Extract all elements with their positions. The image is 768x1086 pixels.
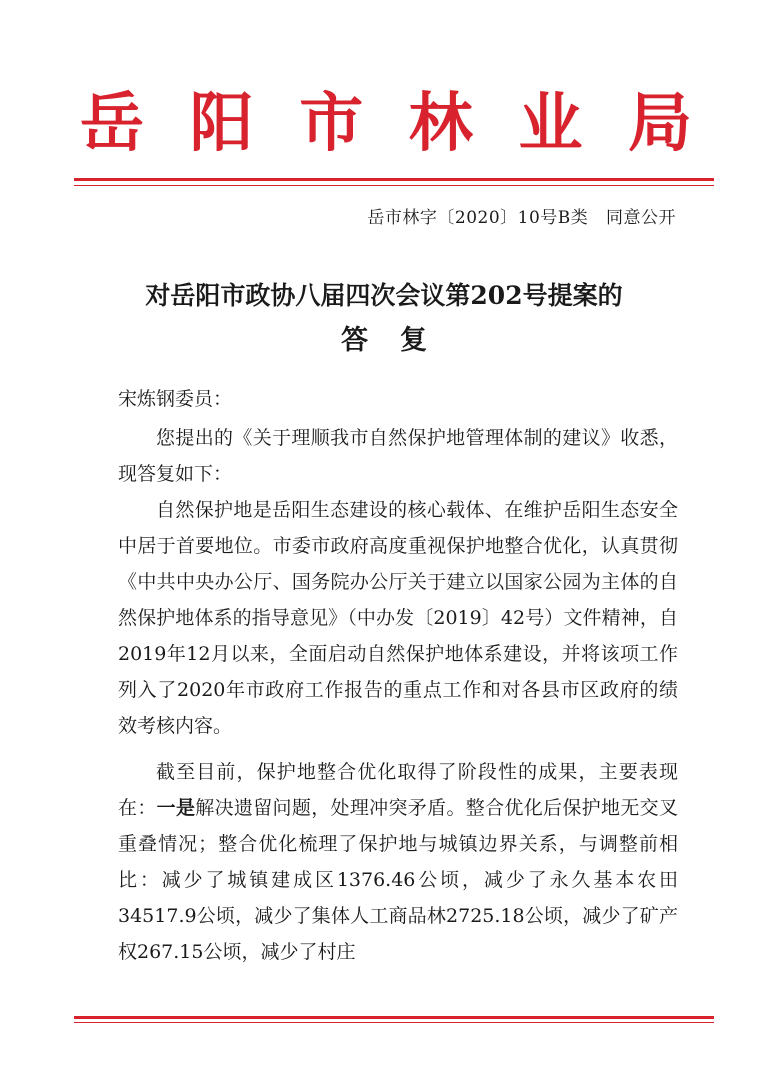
- letterhead-char: 岳: [80, 86, 144, 161]
- letterhead-title: [80, 86, 692, 161]
- title-char: 答: [341, 325, 368, 356]
- document-number: 岳市林字〔2020〕10号B类 同意公开: [367, 208, 676, 228]
- salutation: 宋炼钢委员：: [118, 388, 233, 410]
- letterhead-char: 局: [627, 86, 692, 161]
- paragraph-2: 自然保护地是岳阳生态建设的核心载体、在维护岳阳生态安全中居于首要地位。市委市政府高度重视保护地整合优化，认真贯彻《中共中央办公厅、国务院办公厅关于建立以国家公园为主体的自然保护地体系的指导意见》（中办发〔2019〕42号）文件精神，自2019年12月以来，全面启动自然保护地体系建设，并将该项工作列入了2020年市政府工作报告的重点工作和对各县市区政府的绩效考核内容。: [118, 499, 678, 737]
- footer-divider-thin: [74, 1022, 714, 1023]
- paragraph-1: 您提出的《关于理顺我市自然保护地管理体制的建议》收悉，现答复如下：: [118, 427, 678, 485]
- document-title-line2: [0, 327, 768, 354]
- paragraph-3-body: 解决遗留问题，处理冲突矛盾。整合优化后保护地无交叉重叠情况；整合优化梳理了保护地与城镇边界关系，与调整前相比：减少了城镇建成区1376.46公顷，减少了永久基本农田34517.9公顷，减少了集体人工商品林2725.18公顷，减少了矿产权267.15公顷，减少了村庄: [118, 797, 678, 963]
- paragraph-3-emphasis: 一是: [156, 797, 196, 819]
- header-divider-thick: [74, 178, 714, 181]
- letterhead-char: 业: [518, 86, 583, 161]
- letterhead-char: 林: [408, 86, 473, 161]
- footer-divider-thick: [74, 1016, 714, 1019]
- header-divider-thin: [74, 185, 714, 186]
- letterhead-char: 市: [299, 86, 364, 161]
- title-char: 复: [400, 325, 427, 356]
- paragraph-3: [118, 754, 678, 970]
- document-title: 对岳阳市政协八届四次会议第202号提案的: [145, 281, 623, 310]
- letterhead-char: 阳: [189, 86, 254, 161]
- paragraph-3-intro: 截至目前，保护地整合优化取得了阶段性的成果，主要表现在：: [118, 761, 678, 819]
